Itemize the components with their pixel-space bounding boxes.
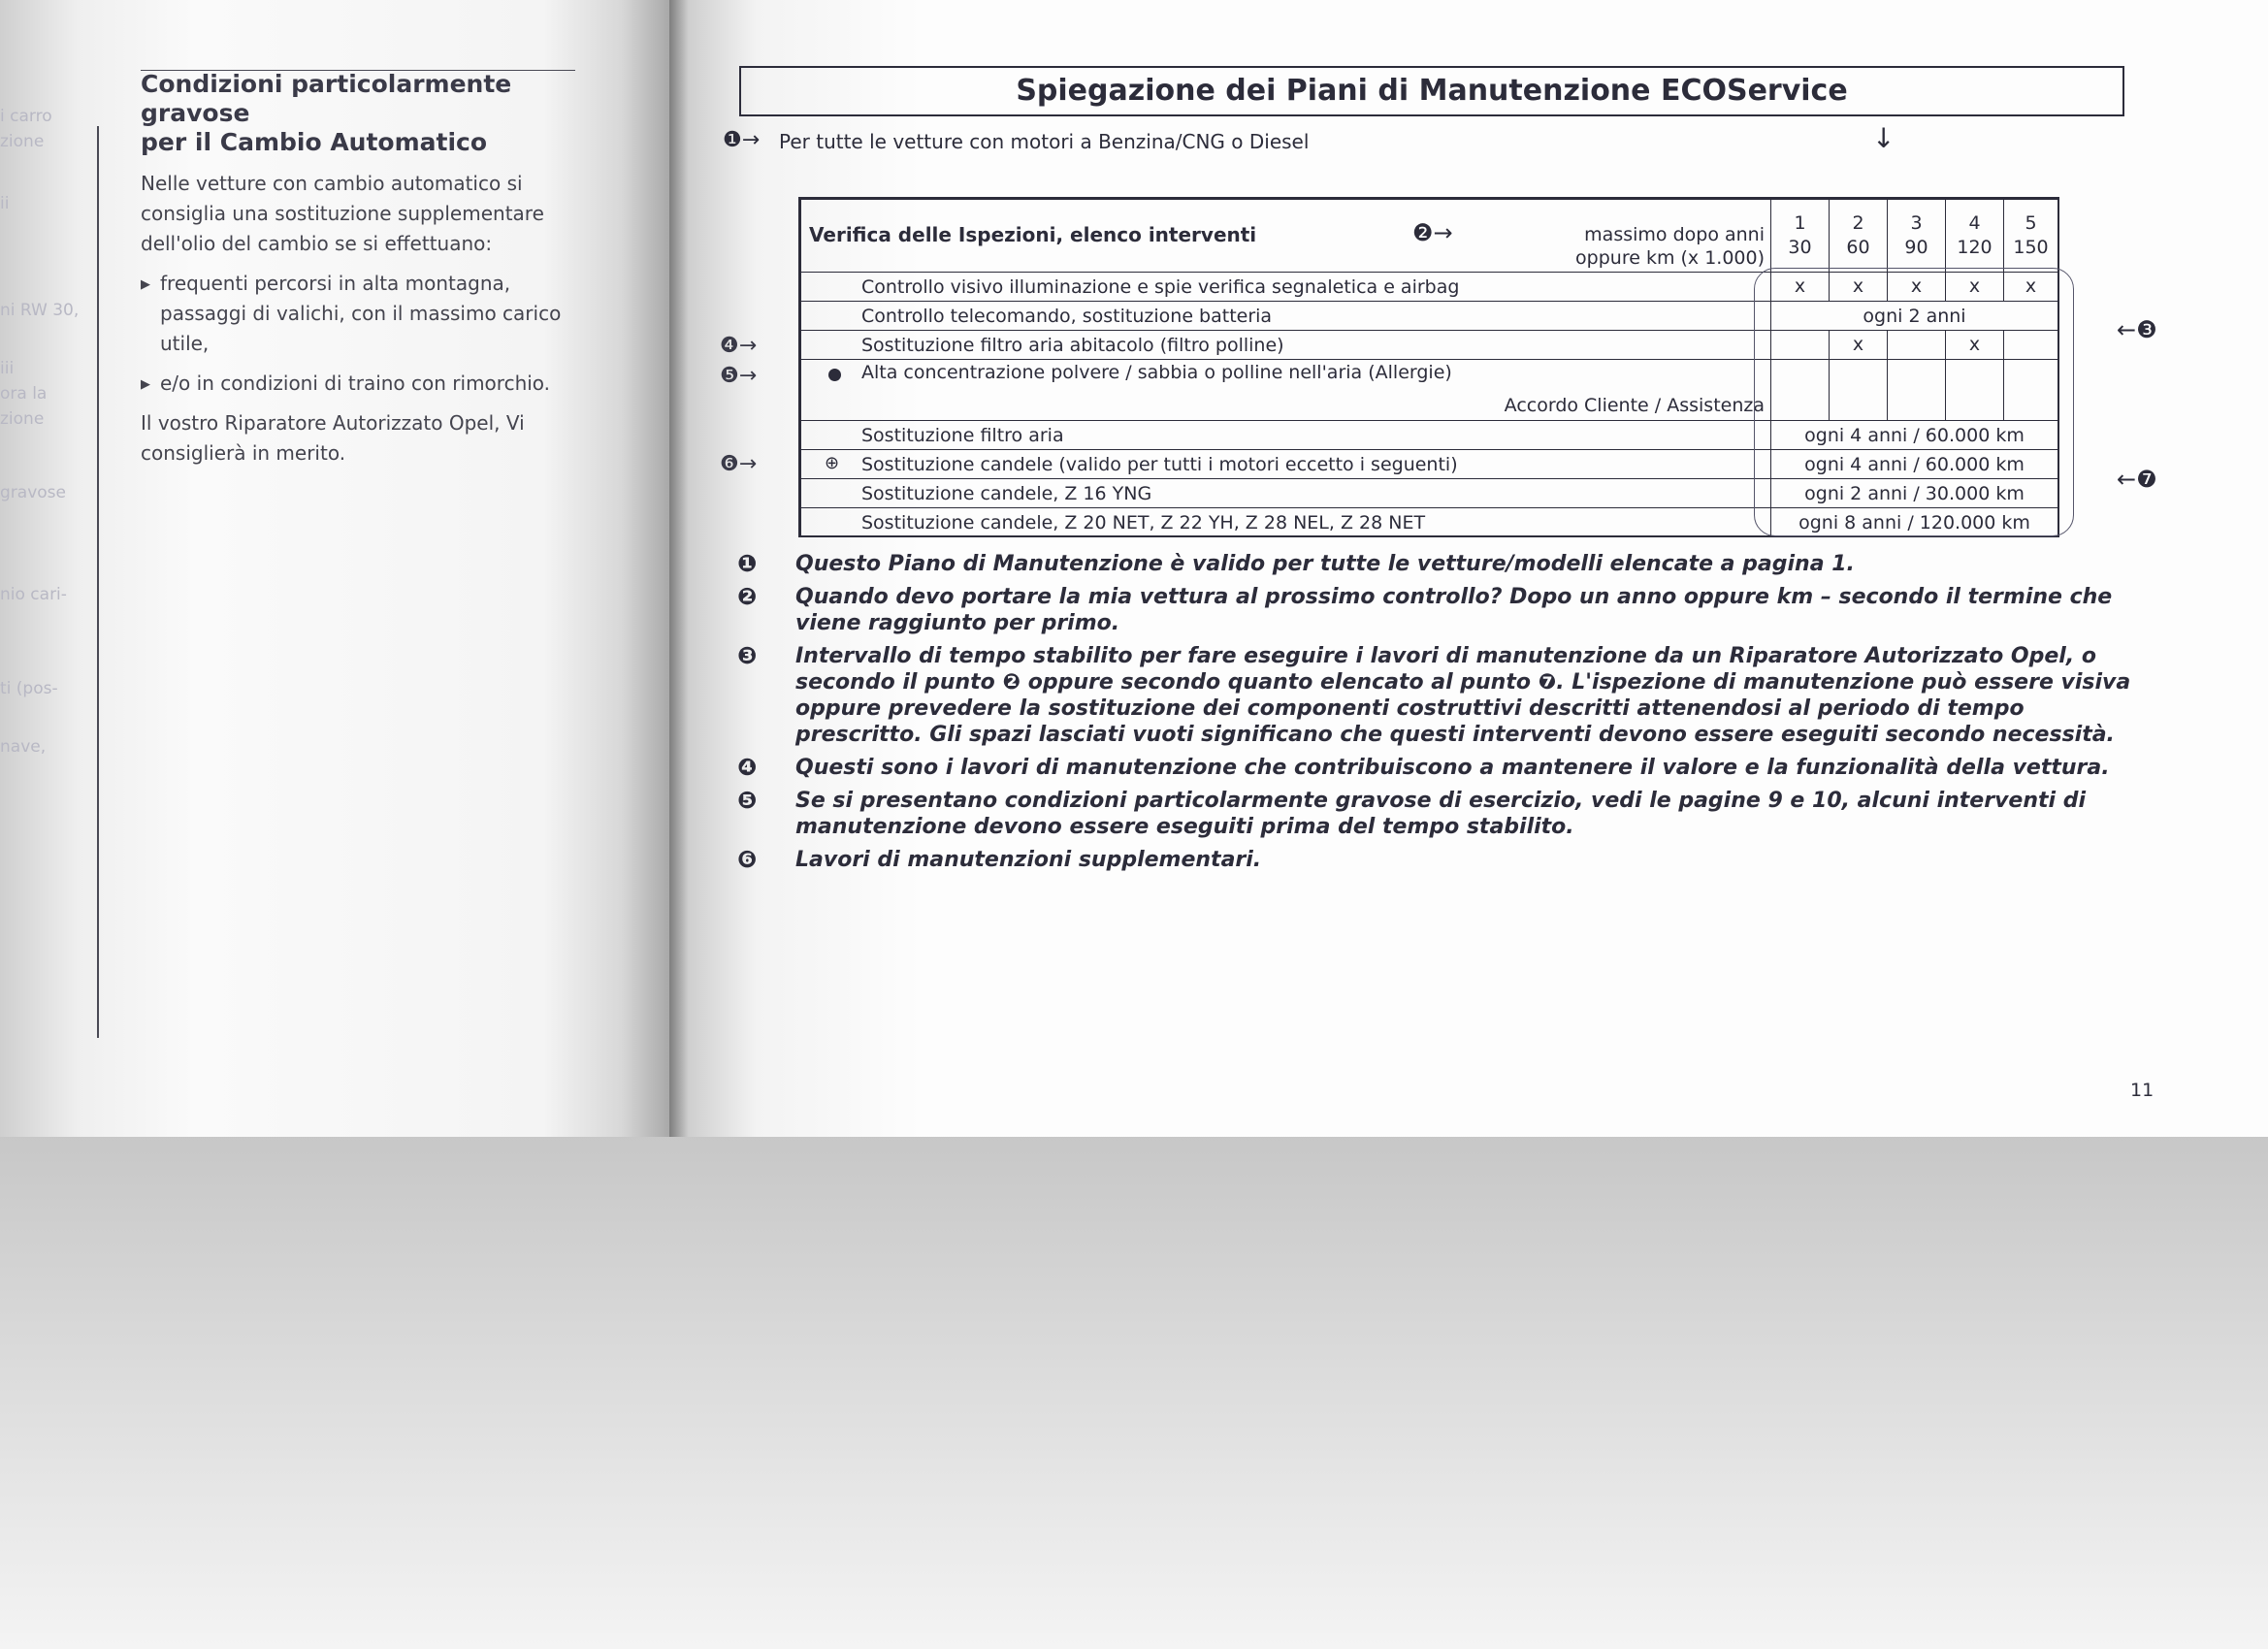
marker-6-arrow: ❻→ [720,452,758,476]
table-row [801,273,2058,302]
table-row [801,450,2058,479]
table-row [801,421,2058,450]
bleed-text: i carro [0,107,52,126]
header-label: Verifica delle Ispezioni, elenco interventi [809,223,1257,246]
mark-cell [1888,331,1946,360]
bleed-text: gravose [0,483,66,502]
mark-cell [1771,331,1830,360]
down-arrow-icon: ↓ [1872,122,1895,154]
interval-column-1: 1 30 [1771,200,1830,273]
table-row [801,331,2058,360]
bleed-text: ii [0,194,10,213]
mark-cell [1830,360,1888,421]
interval-span-cell: ogni 8 anni / 120.000 km [1771,508,2058,537]
mark-cell: x [1830,331,1888,360]
mark-cell [1771,360,1830,421]
marker-1-arrow: ❶→ [723,128,761,152]
interval-span-cell: ogni 2 anni [1771,302,2058,331]
list-item: ▶ frequenti percorsi in alta montagna, passaggi di valichi, con il massimo carico utile, [141,269,575,359]
intro-line [723,128,2129,163]
task-cell-allergy: Alta concentrazione polvere / sabbia o polline nell'aria (Allergie) Accordo Cliente / Assistenza [801,360,1771,421]
interval-span-cell: ogni 4 anni / 60.000 km [1771,450,2058,479]
table-row [801,479,2058,508]
bleed-text: zione [0,132,45,151]
footnote-4: ❹ Questi sono i lavori di manutenzione che contribuiscono a mantenere il valore e la funzionalità della vettura. [737,754,2110,781]
bleed-text: nave, [0,737,47,757]
marker-5-arrow: ❺→ [720,364,758,388]
footnote-1: ❶ Questo Piano di Manutenzione è valido per tutte le vetture/modelli elencate a pagina 1. [737,550,1855,577]
left-column-rule [97,126,99,1038]
left-section [141,70,575,478]
table-row [801,360,2058,421]
marker-7-arrow: ←❼ [2117,466,2157,493]
mark-cell [2004,360,2058,421]
interval-span-cell: ogni 2 anni / 30.000 km [1771,479,2058,508]
list-item: ▶ e/o in condizioni di traino con rimorchio. [141,369,575,399]
interval-column-2: 2 60 [1830,200,1888,273]
mark-cell [2004,331,2058,360]
marker-2-arrow: ❷→ [1412,219,1453,246]
marker-4-arrow: ❹→ [720,334,758,358]
footnote-6: ❻ Lavori di manutenzioni supplementari. [737,846,1262,873]
maintenance-table [798,197,2059,537]
mark-cell [1946,360,2004,421]
task-cell: Sostituzione candele, Z 16 YNG [801,479,1771,508]
mark-cell [1888,360,1946,421]
mark-cell: x [2004,273,2058,302]
page-number: 11 [2130,1080,2155,1101]
left-closing-text: Il vostro Riparatore Autorizzato Opel, Vi consiglierà in merito. [141,411,525,465]
task-cell: Sostituzione filtro aria [801,421,1771,450]
table-header-row [801,200,2058,273]
left-bullet-list [141,269,575,399]
task-cell-spark-plugs: ⊕ Sostituzione candele (valido per tutti i motori eccetto i seguenti) [801,450,1771,479]
bleed-text: ni RW 30, [0,301,80,320]
intro-text: Per tutte le vetture con motori a Benzina/CNG o Diesel [779,130,1310,153]
task-cell: Controllo telecomando, sostituzione batteria [801,302,1771,331]
accordo-note: Accordo Cliente / Assistenza [1504,395,1765,416]
left-section-title: Condizioni particolarmente gravose per il Cambio Automatico [141,70,512,156]
mark-cell: x [1946,331,2004,360]
table-row [801,508,2058,537]
circled-plus-icon: ⊕ [825,453,840,473]
bleed-text: ora la [0,384,48,404]
mark-cell: x [1946,273,2004,302]
table-row [801,302,2058,331]
mark-cell: x [1771,273,1830,302]
task-cell: Sostituzione filtro aria abitacolo (filtro polline) [801,331,1771,360]
page-title: Spiegazione dei Piani di Manutenzione ECOService [739,66,2124,116]
footnotes [737,551,2154,880]
bleed-text: nio cari- [0,585,67,604]
bullet-dot-icon [828,369,841,381]
interval-column-3: 3 90 [1888,200,1946,273]
left-page [0,0,669,1137]
interval-column-5: 5 150 [2004,200,2058,273]
header-cell [801,200,1771,273]
mark-cell: x [1830,273,1888,302]
footnote-5: ❺ Se si presentano condizioni particolarmente gravose di esercizio, vedi le pagine 9 e 10, alcuni interventi di manutenzione devono essere eseguiti prima del tempo stabilito. [737,787,2087,839]
task-cell: Sostituzione candele, Z 20 NET, Z 22 YH, Z 28 NEL, Z 28 NET [801,508,1771,537]
interval-column-4: 4 120 [1946,200,2004,273]
header-interval-label: massimo dopo anni oppure km (x 1.000) [1575,224,1765,269]
marker-3-arrow: ←❸ [2117,316,2157,343]
interval-span-cell: ogni 4 anni / 60.000 km [1771,421,2058,450]
bleed-text: zione [0,409,45,429]
left-intro-text: Nelle vetture con cambio automatico si consiglia una sostituzione supplementare dell'olio del cambio se si effettuano: [141,172,544,255]
scan-background [0,1135,2268,1649]
footnote-3: ❸ Intervallo di tempo stabilito per fare eseguire i lavori di manutenzione da un Riparatore Autorizzato Opel, o secondo il punto ❷ oppure secondo quanto elencato al punto ❼. L'ispezione di manutenzione può essere visiva oppure prevedere la sostituzione dei componenti costruttivi descritti attenendosi al periodo di tempo prescritto. Gli spazi lasciati vuoti significano che questi interventi devono essere eseguiti secondo necessità. [737,642,2131,747]
mark-cell: x [1888,273,1946,302]
footnote-2: ❷ Quando devo portare la mia vettura al prossimo controllo? Dopo un anno oppure km – secondo il termine che viene raggiunto per primo. [737,583,2113,635]
bleed-text: ti (pos- [0,679,58,698]
bleed-text: iii [0,359,15,378]
task-cell: Controllo visivo illuminazione e spie verifica segnaletica e airbag [801,273,1771,302]
